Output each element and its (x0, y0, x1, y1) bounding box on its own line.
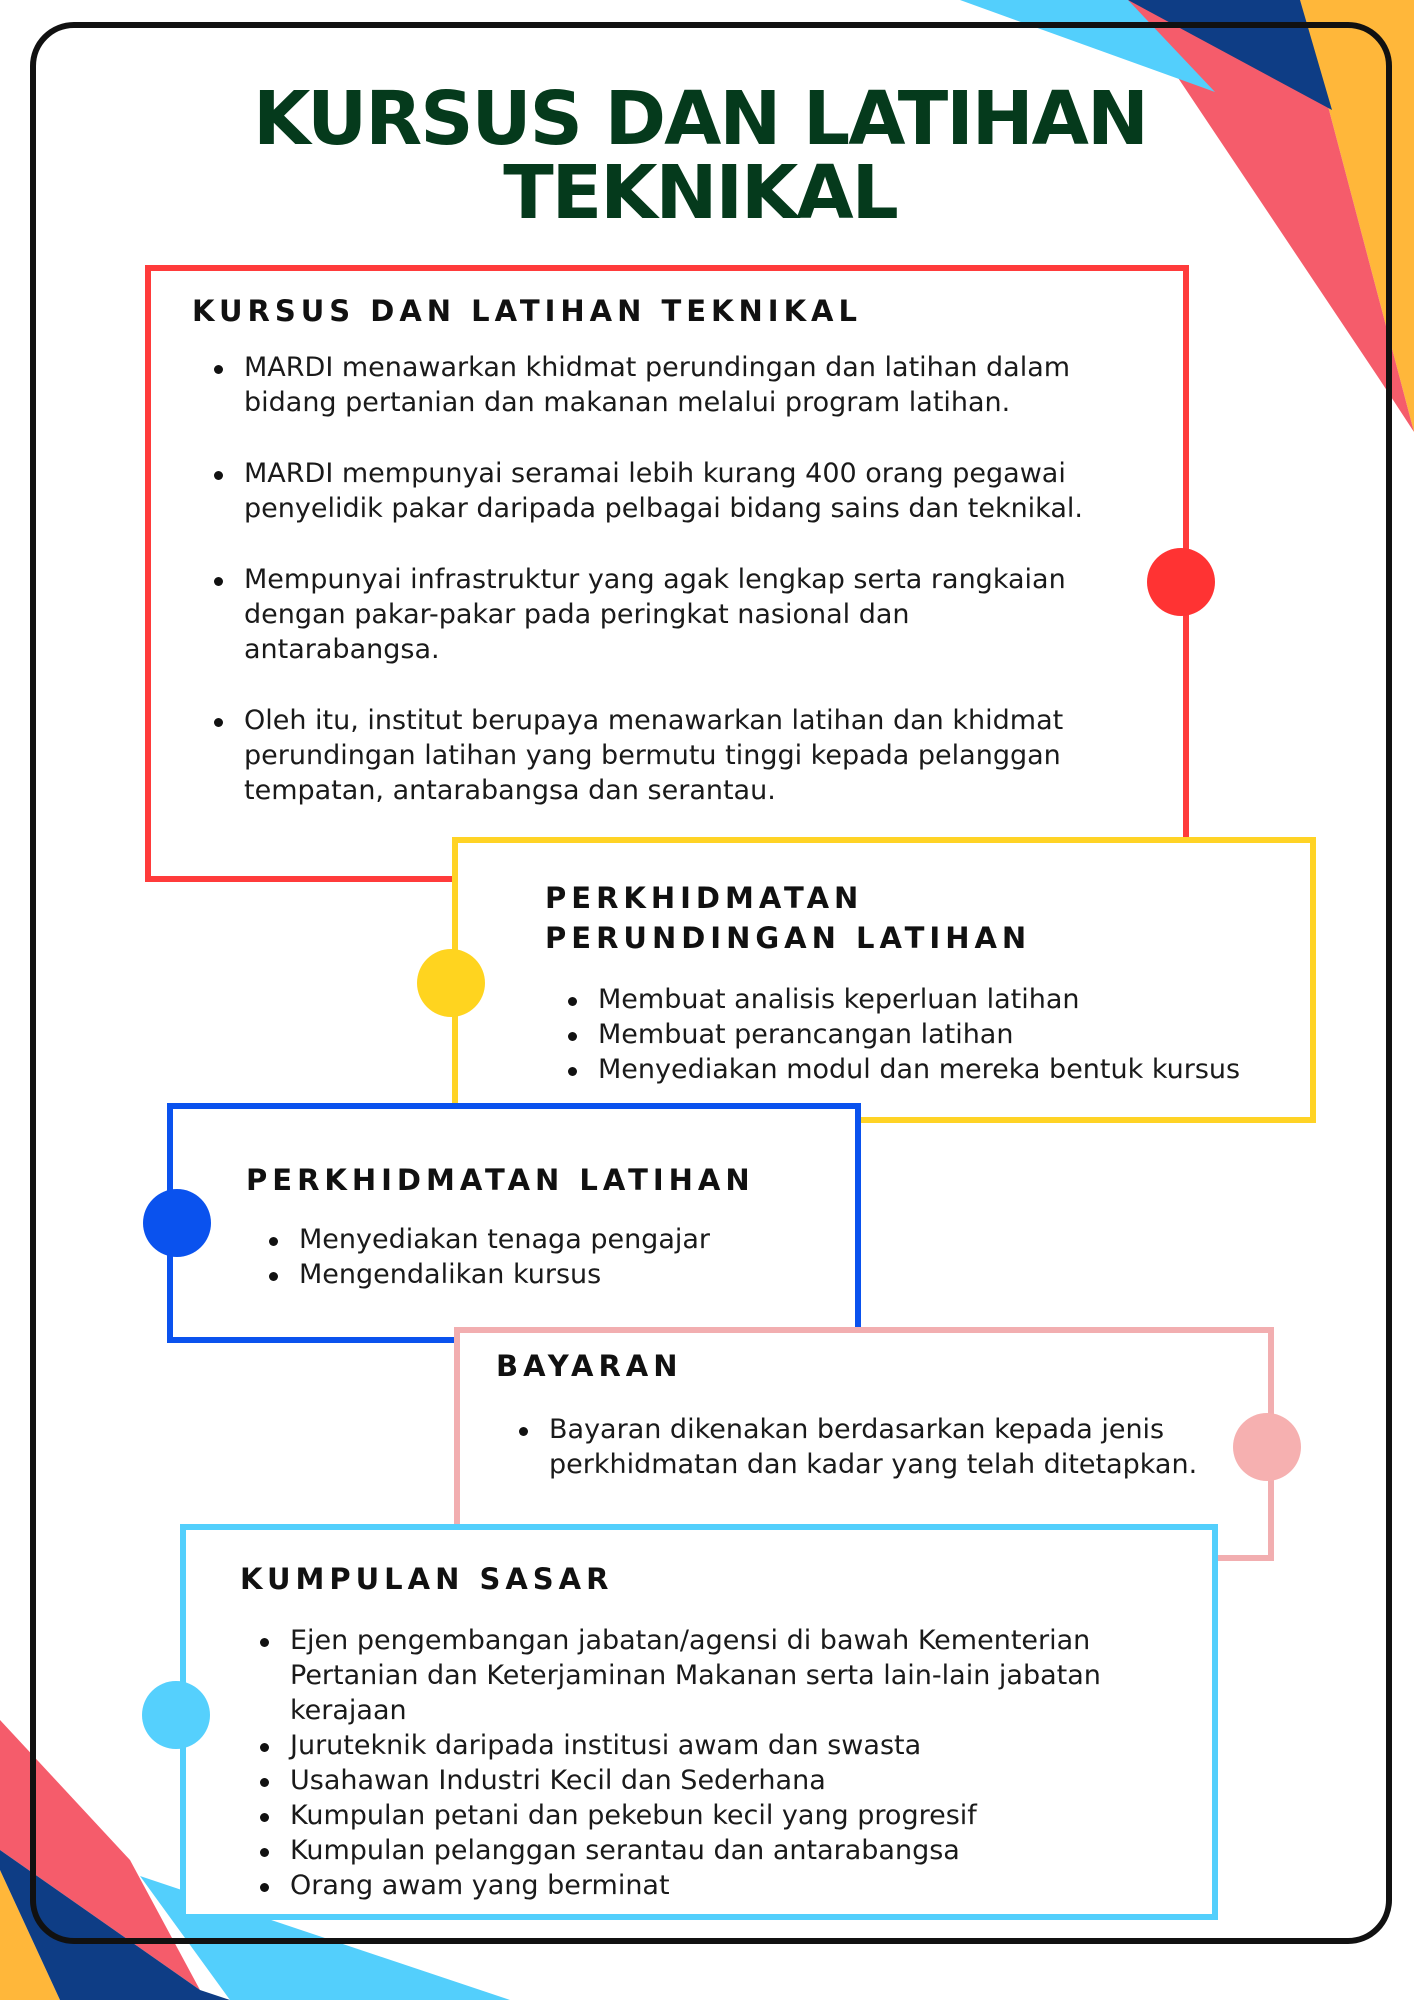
red-timeline-dot (1147, 548, 1215, 616)
perundingan-title-line1: PERKHIDMATAN (545, 881, 864, 915)
perundingan-title-line2: PERUNDINGAN LATIHAN (545, 921, 1032, 955)
kursus-section-title: KURSUS DAN LATIHAN TEKNIKAL (192, 294, 862, 328)
bayaran-section-title: BAYARAN (496, 1349, 683, 1383)
blue-timeline-dot (143, 1189, 211, 1257)
pink-timeline-dot (1233, 1413, 1301, 1481)
page-title-line1: KURSUS DAN LATIHAN (253, 76, 1147, 162)
perundingan-section-title (545, 878, 1031, 958)
list-item: Membuat perancangan latihan (564, 1017, 1304, 1052)
perundingan-list (564, 982, 1304, 1087)
sasar-list (256, 1623, 1156, 1903)
list-item: Oleh itu, institut berupaya menawarkan latihan dan khidmat perundingan latihan yang bermutu tinggi kepada pelanggan tempatan, antarabangsa dan serantau. (210, 703, 1110, 808)
list-item: Juruteknik daripada institusi awam dan swasta (256, 1728, 1156, 1763)
latihan-list (265, 1222, 825, 1292)
list-item: Bayaran dikenakan berdasarkan kepada jenis perkhidmatan dan kadar yang telah ditetapkan. (515, 1412, 1215, 1482)
page-title (120, 76, 1280, 236)
list-item: Menyediakan tenaga pengajar (265, 1222, 825, 1257)
bayaran-list (515, 1412, 1215, 1482)
list-item: Orang awam yang berminat (256, 1868, 1156, 1903)
latihan-section-title: PERKHIDMATAN LATIHAN (246, 1163, 755, 1197)
list-item: Kumpulan pelanggan serantau dan antarabangsa (256, 1833, 1156, 1868)
kursus-list (210, 350, 1110, 844)
list-item: Membuat analisis keperluan latihan (564, 982, 1304, 1017)
yellow-timeline-dot (417, 949, 485, 1017)
list-item: MARDI mempunyai seramai lebih kurang 400 orang pegawai penyelidik pakar daripada pelbagai bidang sains dan teknikal. (210, 456, 1110, 526)
list-item: Usahawan Industri Kecil dan Sederhana (256, 1763, 1156, 1798)
list-item: Menyediakan modul dan mereka bentuk kursus (564, 1052, 1304, 1087)
list-item: Mempunyai infrastruktur yang agak lengkap serta rangkaian dengan pakar-pakar pada peringkat nasional dan antarabangsa. (210, 562, 1110, 667)
list-item: Mengendalikan kursus (265, 1257, 825, 1292)
list-item: Kumpulan petani dan pekebun kecil yang progresif (256, 1798, 1156, 1833)
cyan-timeline-dot (142, 1681, 210, 1749)
list-item: MARDI menawarkan khidmat perundingan dan latihan dalam bidang pertanian dan makanan melalui program latihan. (210, 350, 1110, 420)
sasar-section-title: KUMPULAN SASAR (240, 1562, 614, 1596)
list-item: Ejen pengembangan jabatan/agensi di bawah Kementerian Pertanian dan Keterjaminan Makanan serta lain-lain jabatan kerajaan (256, 1623, 1156, 1728)
page-title-line2: TEKNIKAL (503, 150, 897, 236)
